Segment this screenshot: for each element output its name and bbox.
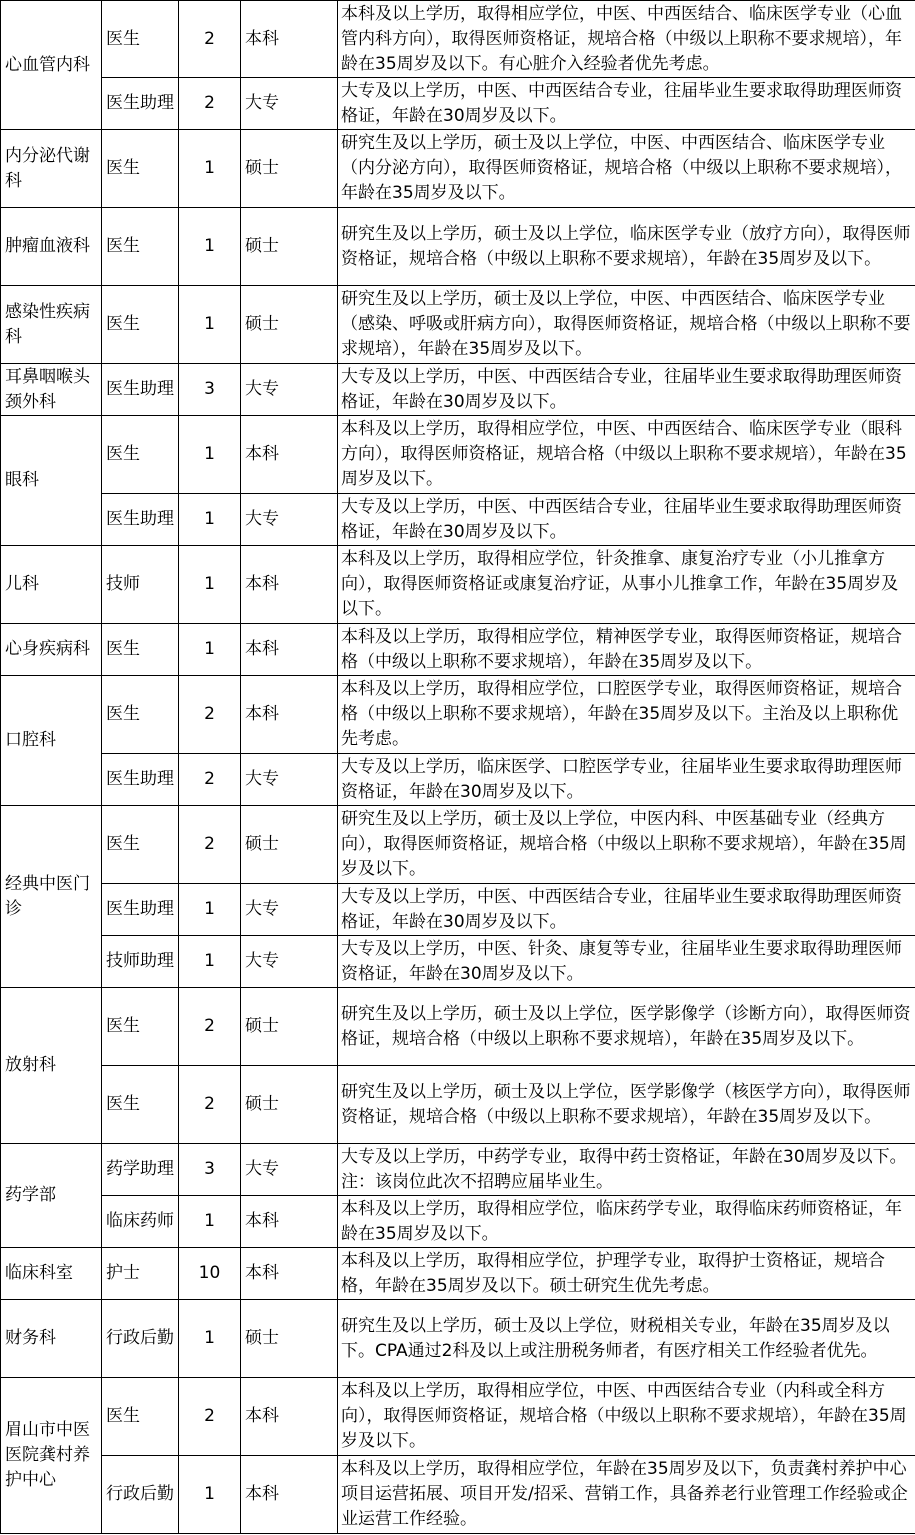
headcount-cell: 1	[179, 130, 241, 208]
table-row	[1, 1300, 915, 1378]
department-cell: 放射科	[1, 988, 102, 1144]
headcount-cell: 3	[179, 1144, 241, 1196]
position-cell: 医生助理	[102, 754, 179, 806]
department-cell: 临床科室	[1, 1248, 102, 1300]
education-cell: 大专	[241, 884, 338, 936]
position-cell: 医生	[102, 1378, 179, 1456]
headcount-cell: 1	[179, 1456, 241, 1534]
requirements-cell: 研究生及以上学历，硕士及以上学位，中医内科、中医基础专业（经典方向），取得医师资格证，规培合格（中级以上职称不要求规培），年龄在35周岁及以下。	[338, 806, 915, 884]
education-cell: 本科	[241, 1196, 338, 1248]
headcount-cell: 1	[179, 1300, 241, 1378]
requirements-cell: 研究生及以上学历，硕士及以上学位，中医、中西医结合、临床医学专业（内分泌方向），取得医师资格证，规培合格（中级以上职称不要求规培），年龄在35周岁及以下。	[338, 130, 915, 208]
table-row	[1, 130, 915, 208]
table-row	[1, 78, 915, 130]
education-cell: 大专	[241, 936, 338, 988]
headcount-cell: 2	[179, 1066, 241, 1144]
position-cell: 医生	[102, 1066, 179, 1144]
education-cell: 本科	[241, 1, 338, 78]
education-cell: 本科	[241, 1248, 338, 1300]
requirements-cell: 本科及以上学历，取得相应学位，中医、中西医结合专业（内科或全科方向），取得医师资格证，规培合格（中级以上职称不要求规培），年龄在35周岁及以下。	[338, 1378, 915, 1456]
table-row	[1, 1144, 915, 1196]
table-row	[1, 936, 915, 988]
headcount-cell: 10	[179, 1248, 241, 1300]
requirements-cell: 本科及以上学历，取得相应学位，年龄在35周岁及以下，负责龚村养护中心项目运营拓展、项目开发/招采、营销工作，具备养老行业管理工作经验或企业运营工作经验。	[338, 1456, 915, 1534]
department-cell: 眉山市中医医院龚村养护中心	[1, 1378, 102, 1534]
department-cell: 内分泌代谢科	[1, 130, 102, 208]
headcount-cell: 2	[179, 676, 241, 754]
education-cell: 本科	[241, 676, 338, 754]
position-cell: 医生	[102, 806, 179, 884]
requirements-cell: 本科及以上学历，取得相应学位，针灸推拿、康复治疗专业（小儿推拿方向），取得医师资格证或康复治疗证，从事小儿推拿工作，年龄在35周岁及以下。	[338, 546, 915, 624]
education-cell: 硕士	[241, 130, 338, 208]
position-cell: 行政后勤	[102, 1300, 179, 1378]
headcount-cell: 1	[179, 416, 241, 494]
position-cell: 行政后勤	[102, 1456, 179, 1534]
requirements-cell: 本科及以上学历，取得相应学位，临床药学专业，取得临床药师资格证，年龄在35周岁及以下。	[338, 1196, 915, 1248]
table-row	[1, 676, 915, 754]
table-row	[1, 806, 915, 884]
education-cell: 硕士	[241, 208, 338, 286]
headcount-cell: 1	[179, 286, 241, 364]
requirements-cell: 本科及以上学历，取得相应学位，中医、中西医结合、临床医学专业（心血管内科方向），取得医师资格证，规培合格（中级以上职称不要求规培），年龄在35周岁及以下。有心脏介入经验者优先考虑。	[338, 1, 915, 78]
requirements-cell: 大专及以上学历，中医、针灸、康复等专业，往届毕业生要求取得助理医师资格证，年龄在30周岁及以下。	[338, 936, 915, 988]
department-cell: 经典中医门诊	[1, 806, 102, 988]
table-body	[1, 1, 915, 1534]
education-cell: 大专	[241, 754, 338, 806]
department-cell: 心血管内科	[1, 1, 102, 130]
position-cell: 技师	[102, 546, 179, 624]
headcount-cell: 2	[179, 78, 241, 130]
position-cell: 医生	[102, 130, 179, 208]
requirements-cell: 研究生及以上学历，硕士及以上学位，医学影像学（核医学方向），取得医师资格证，规培合格（中级以上职称不要求规培），年龄在35周岁及以下。	[338, 1066, 915, 1144]
position-cell: 技师助理	[102, 936, 179, 988]
requirements-cell: 大专及以上学历，中医、中西医结合专业，往届毕业生要求取得助理医师资格证，年龄在30周岁及以下。	[338, 494, 915, 546]
position-cell: 医生	[102, 286, 179, 364]
requirements-cell: 本科及以上学历，取得相应学位，护理学专业，取得护士资格证，规培合格，年龄在35周岁及以下。硕士研究生优先考虑。	[338, 1248, 915, 1300]
requirements-cell: 大专及以上学历，临床医学、口腔医学专业，往届毕业生要求取得助理医师资格证，年龄在30周岁及以下。	[338, 754, 915, 806]
department-cell: 口腔科	[1, 676, 102, 806]
position-cell: 医生	[102, 676, 179, 754]
headcount-cell: 2	[179, 806, 241, 884]
headcount-cell: 1	[179, 1196, 241, 1248]
table-row	[1, 884, 915, 936]
department-cell: 耳鼻咽喉头颈外科	[1, 364, 102, 416]
table-row	[1, 416, 915, 494]
education-cell: 大专	[241, 1144, 338, 1196]
education-cell: 硕士	[241, 1066, 338, 1144]
headcount-cell: 1	[179, 624, 241, 676]
requirements-cell: 大专及以上学历，中医、中西医结合专业，往届毕业生要求取得助理医师资格证，年龄在30周岁及以下。	[338, 884, 915, 936]
headcount-cell: 1	[179, 494, 241, 546]
department-cell: 感染性疾病科	[1, 286, 102, 364]
table-row	[1, 1456, 915, 1534]
table-row	[1, 624, 915, 676]
position-cell: 医生	[102, 208, 179, 286]
requirements-cell: 大专及以上学历，中药学专业，取得中药士资格证，年龄在30周岁及以下。注：该岗位此次不招聘应届毕业生。	[338, 1144, 915, 1196]
education-cell: 本科	[241, 1378, 338, 1456]
position-cell: 医生	[102, 624, 179, 676]
headcount-cell: 1	[179, 936, 241, 988]
table-row	[1, 1, 915, 78]
education-cell: 硕士	[241, 286, 338, 364]
department-cell: 药学部	[1, 1144, 102, 1248]
headcount-cell: 2	[179, 1378, 241, 1456]
headcount-cell: 1	[179, 208, 241, 286]
education-cell: 本科	[241, 624, 338, 676]
requirements-cell: 研究生及以上学历，硕士及以上学位，临床医学专业（放疗方向），取得医师资格证，规培合格（中级以上职称不要求规培），年龄在35周岁及以下。	[338, 208, 915, 286]
position-cell: 医生	[102, 1, 179, 78]
requirements-cell: 大专及以上学历，中医、中西医结合专业，往届毕业生要求取得助理医师资格证，年龄在30周岁及以下。	[338, 364, 915, 416]
education-cell: 大专	[241, 364, 338, 416]
education-cell: 硕士	[241, 1300, 338, 1378]
table-row	[1, 286, 915, 364]
education-cell: 硕士	[241, 988, 338, 1066]
requirements-cell: 研究生及以上学历，硕士及以上学位，财税相关专业，年龄在35周岁及以下。CPA通过2科及以上或注册税务师者，有医疗相关工作经验者优先。	[338, 1300, 915, 1378]
headcount-cell: 1	[179, 546, 241, 624]
position-cell: 护士	[102, 1248, 179, 1300]
department-cell: 眼科	[1, 416, 102, 546]
department-cell: 肿瘤血液科	[1, 208, 102, 286]
headcount-cell: 2	[179, 754, 241, 806]
education-cell: 本科	[241, 546, 338, 624]
table-row	[1, 208, 915, 286]
table-row	[1, 754, 915, 806]
table-row	[1, 1378, 915, 1456]
position-cell: 临床药师	[102, 1196, 179, 1248]
requirements-cell: 本科及以上学历，取得相应学位，口腔医学专业，取得医师资格证，规培合格（中级以上职称不要求规培），年龄在35周岁及以下。主治及以上职称优先考虑。	[338, 676, 915, 754]
table-row	[1, 1248, 915, 1300]
position-cell: 医生助理	[102, 884, 179, 936]
table-row	[1, 546, 915, 624]
position-cell: 医生	[102, 416, 179, 494]
headcount-cell: 2	[179, 988, 241, 1066]
education-cell: 硕士	[241, 806, 338, 884]
requirements-cell: 本科及以上学历，取得相应学位，精神医学专业，取得医师资格证，规培合格（中级以上职称不要求规培），年龄在35周岁及以下。	[338, 624, 915, 676]
table-row	[1, 494, 915, 546]
table-row	[1, 1196, 915, 1248]
position-cell: 医生	[102, 988, 179, 1066]
department-cell: 财务科	[1, 1300, 102, 1378]
education-cell: 大专	[241, 494, 338, 546]
position-cell: 药学助理	[102, 1144, 179, 1196]
table-row	[1, 1066, 915, 1144]
position-cell: 医生助理	[102, 78, 179, 130]
requirements-cell: 研究生及以上学历，硕士及以上学位，中医、中西医结合、临床医学专业（感染、呼吸或肝病方向），取得医师资格证，规培合格（中级以上职称不要求规培），年龄在35周岁及以下。	[338, 286, 915, 364]
education-cell: 本科	[241, 1456, 338, 1534]
table-row	[1, 364, 915, 416]
position-cell: 医生助理	[102, 364, 179, 416]
requirements-cell: 本科及以上学历，取得相应学位，中医、中西医结合、临床医学专业（眼科方向），取得医师资格证，规培合格（中级以上职称不要求规培），年龄在35周岁及以下。	[338, 416, 915, 494]
headcount-cell: 2	[179, 1, 241, 78]
headcount-cell: 1	[179, 884, 241, 936]
position-cell: 医生助理	[102, 494, 179, 546]
table-row	[1, 988, 915, 1066]
education-cell: 本科	[241, 416, 338, 494]
education-cell: 大专	[241, 78, 338, 130]
requirements-cell: 研究生及以上学历，硕士及以上学位，医学影像学（诊断方向），取得医师资格证，规培合格（中级以上职称不要求规培），年龄在35周岁及以下。	[338, 988, 915, 1066]
headcount-cell: 3	[179, 364, 241, 416]
department-cell: 心身疾病科	[1, 624, 102, 676]
department-cell: 儿科	[1, 546, 102, 624]
requirements-cell: 大专及以上学历，中医、中西医结合专业，往届毕业生要求取得助理医师资格证，年龄在30周岁及以下。	[338, 78, 915, 130]
